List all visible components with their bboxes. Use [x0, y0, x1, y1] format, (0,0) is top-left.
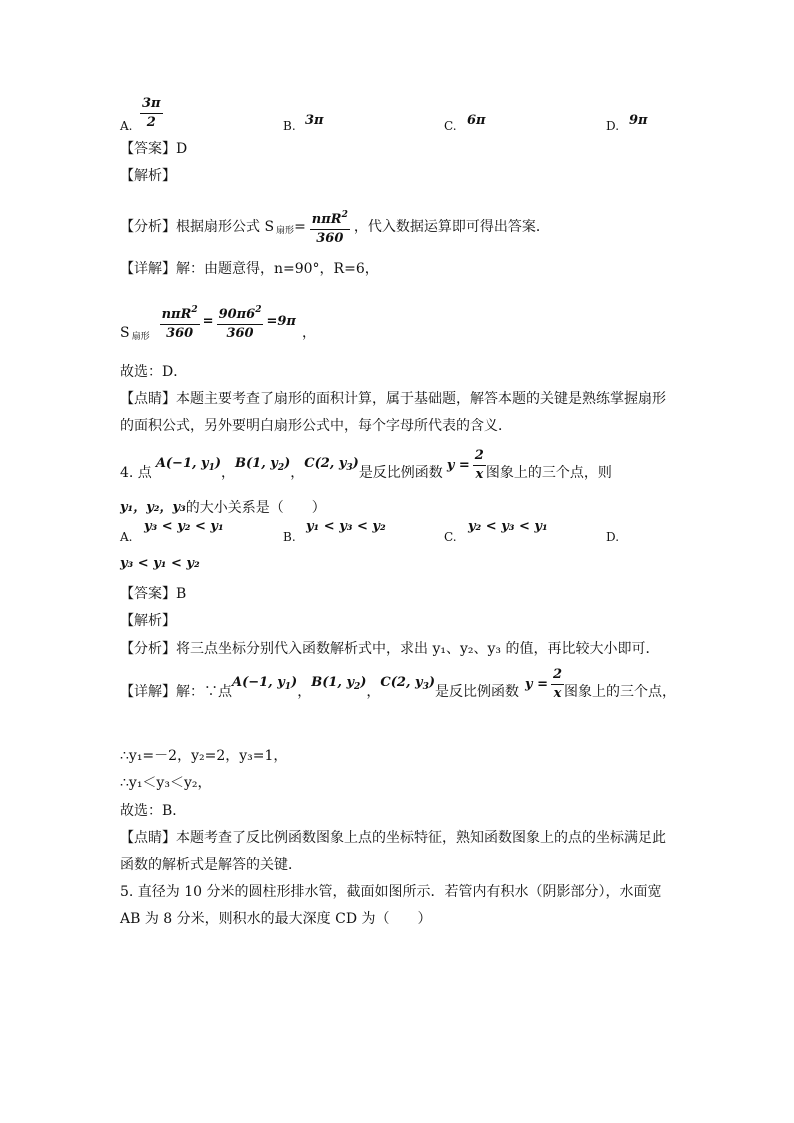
q4-detail-sep1: ，: [297, 683, 312, 700]
q4-stem-fraction: [473, 448, 486, 483]
q4-stem-a-sub: 1: [208, 462, 215, 473]
q4-option-b-label: B.: [283, 530, 296, 544]
q3-jiexi: 【解析】: [120, 168, 176, 184]
q4-stem-tail: 图象上的三个点，则: [485, 464, 612, 481]
q3-formula-result: =9π: [266, 314, 296, 329]
q3-option-d-value: 9π: [629, 113, 648, 128]
q3-comment-line1: 【点睛】本题主要考查了扇形的面积计算，属于基础题，解答本题的关键是熟练掌握扇形: [120, 391, 666, 407]
q3-formula-sub: 扇形: [131, 332, 150, 342]
q3-formula: [120, 298, 316, 346]
q3-analysis-fraction: [310, 207, 350, 247]
q4-detail-frac-num: 2: [551, 667, 564, 685]
q3-analysis-prefix: 【分析】根据扇形公式 S: [120, 219, 275, 235]
q3-option-c-label: C.: [444, 119, 457, 133]
q4-detail-tail: 图象上的三个点，: [564, 683, 677, 700]
q3-option-c-value: 6π: [467, 113, 486, 128]
q3-option-a-denominator: 2: [146, 115, 156, 130]
q4-detail-y-eq: y =: [525, 676, 548, 692]
q4-stem-b-sub: 2: [277, 462, 285, 473]
q3-analysis-frac-den: 360: [316, 231, 344, 246]
q4-detail-prefix: 【详解】解：∵点: [120, 683, 232, 700]
q4-stem-sep1: ，: [221, 464, 236, 481]
q4-stem-frac-num: 2: [473, 448, 486, 466]
q3-analysis: [120, 207, 550, 247]
q4-answer: 【答案】B: [120, 586, 187, 602]
q4-stem-a: A(−1, y: [155, 455, 209, 471]
q3-formula-frac2-num: 90π6: [218, 307, 256, 322]
q3-comment-line2: 的面积公式，另外要明白扇形公式中，每个字母所代表的含义．: [120, 418, 512, 434]
q3-answer: 【答案】D: [120, 141, 188, 157]
q4-stem-c-sub: 3: [346, 462, 353, 473]
q3-formula-fraction-2: [217, 302, 264, 342]
q4-detail-mid: 是反比例函数: [435, 683, 519, 700]
q4-option-c-label: C.: [444, 530, 457, 544]
q4-stem-c: C(2, y: [304, 455, 347, 471]
q3-option-d-label: D.: [606, 119, 620, 133]
q4-stem-num: 4. 点: [120, 464, 152, 481]
q4-step1: ∴y₁=－2，y₂=2，y₃=1，: [120, 748, 288, 764]
q4-stem-sep2: ，: [290, 464, 305, 481]
q3-detail: 【详解】解：由题意得，n=90°，R=6，: [120, 261, 379, 277]
q4-stem-b: B(1, y: [235, 455, 278, 471]
q4-stem-y-eq: y =: [446, 457, 470, 473]
q4-option-a-value: y₃ < y₂ < y₁: [144, 519, 224, 534]
q4-select: 故选：B．: [120, 803, 187, 819]
q4-option-d-value: y₃ < y₁ < y₂: [120, 556, 200, 571]
q4-stem2-tail: 的大小关系是（ ）: [185, 500, 326, 516]
q4-comment-line2: 函数的解析式是解答的关键．: [120, 857, 302, 873]
q4-stem2-ys: y₁，y₂，y₃: [120, 500, 186, 515]
q3-formula-frac1-exp: 2: [191, 305, 198, 315]
q3-formula-frac2-den: 360: [226, 326, 254, 341]
q3-analysis-suffix: ，代入数据运算即可得出答案．: [353, 219, 550, 235]
q4-detail-sep2: ，: [366, 683, 381, 700]
q4-detail-fraction: [551, 667, 564, 702]
q3-formula-s: S: [120, 325, 130, 341]
q3-option-b-label: B.: [283, 119, 296, 133]
q3-formula-frac1-num: nπR: [161, 307, 192, 322]
q4-detail-frac-den: x: [553, 686, 562, 701]
q4-detail: 【详解】解：∵点 A(−1, $y_1$) ， B(1, $y_2$) ， C(2, $y_3$) 是反比例函数 y = $\frac{2}{x}$ 图象上的三个点，: [120, 667, 677, 701]
q4-stem: 4. 点 A(−1, $y_1$) ， B(1, $y_2$) ， C(2, $y_3$) 是反比例函数 y = $\frac{2}{x}$ 图象上的三个点，则: [120, 448, 612, 482]
q3-option-a-numerator: 3π: [140, 96, 163, 114]
q4-detail-a: A(−1, y: [232, 674, 285, 690]
q3-formula-frac2-exp: 2: [255, 305, 262, 315]
q5-line2: AB 为 8 分米，则积水的最大深度 CD 为（ ）: [120, 911, 432, 927]
q4-detail-c: C(2, y: [380, 674, 423, 690]
q3-formula-eq2: =: [202, 314, 214, 329]
q3-option-b-value: 3π: [305, 113, 324, 128]
q3-select: 故选：D．: [120, 364, 188, 380]
q4-stem-mid: 是反比例函数: [358, 464, 443, 481]
q4-stem-frac-den: x: [475, 467, 484, 482]
q4-option-d-label: D.: [606, 530, 620, 544]
q4-step2: ∴y₁＜y₃＜y₂，: [120, 775, 212, 791]
q4-analysis: 【分析】将三点坐标分别代入函数解析式中，求出 y₁、y₂、y₃ 的值，再比较大小即可．: [120, 641, 660, 657]
q3-formula-frac1-den: 360: [166, 326, 194, 341]
q4-option-c-value: y₂ < y₃ < y₁: [468, 519, 548, 534]
q3-formula-fraction-1: [160, 302, 200, 342]
q4-stem-2: [120, 499, 326, 517]
q3-analysis-frac-num: nπR: [311, 212, 342, 227]
q3-option-a-label: A.: [120, 119, 133, 133]
q3-analysis-frac-exp: 2: [341, 210, 348, 220]
q4-detail-b-sub: 2: [354, 681, 361, 692]
q4-option-a-label: A.: [120, 530, 133, 544]
q3-analysis-sub: 扇形: [276, 226, 295, 236]
q4-jiexi: 【解析】: [120, 613, 176, 629]
q4-detail-a-sub: 1: [284, 681, 292, 692]
q3-option-a-value: [140, 96, 163, 131]
q4-detail-c-sub: 3: [422, 681, 429, 692]
q5-line1: 5. 直径为 10 分米的圆柱形排水管，截面如图所示．若管内有积水（阴影部分），水面宽: [120, 884, 662, 900]
q4-comment-line1: 【点睛】本题考查了反比例函数图象上点的坐标特征，熟知函数图象上的点的坐标满足此: [120, 830, 666, 846]
q3-analysis-eq: =: [294, 219, 306, 235]
q4-option-b-value: y₁ < y₃ < y₂: [306, 519, 386, 534]
q4-detail-b: B(1, y: [311, 674, 354, 690]
q3-formula-comma: ，: [301, 325, 316, 341]
